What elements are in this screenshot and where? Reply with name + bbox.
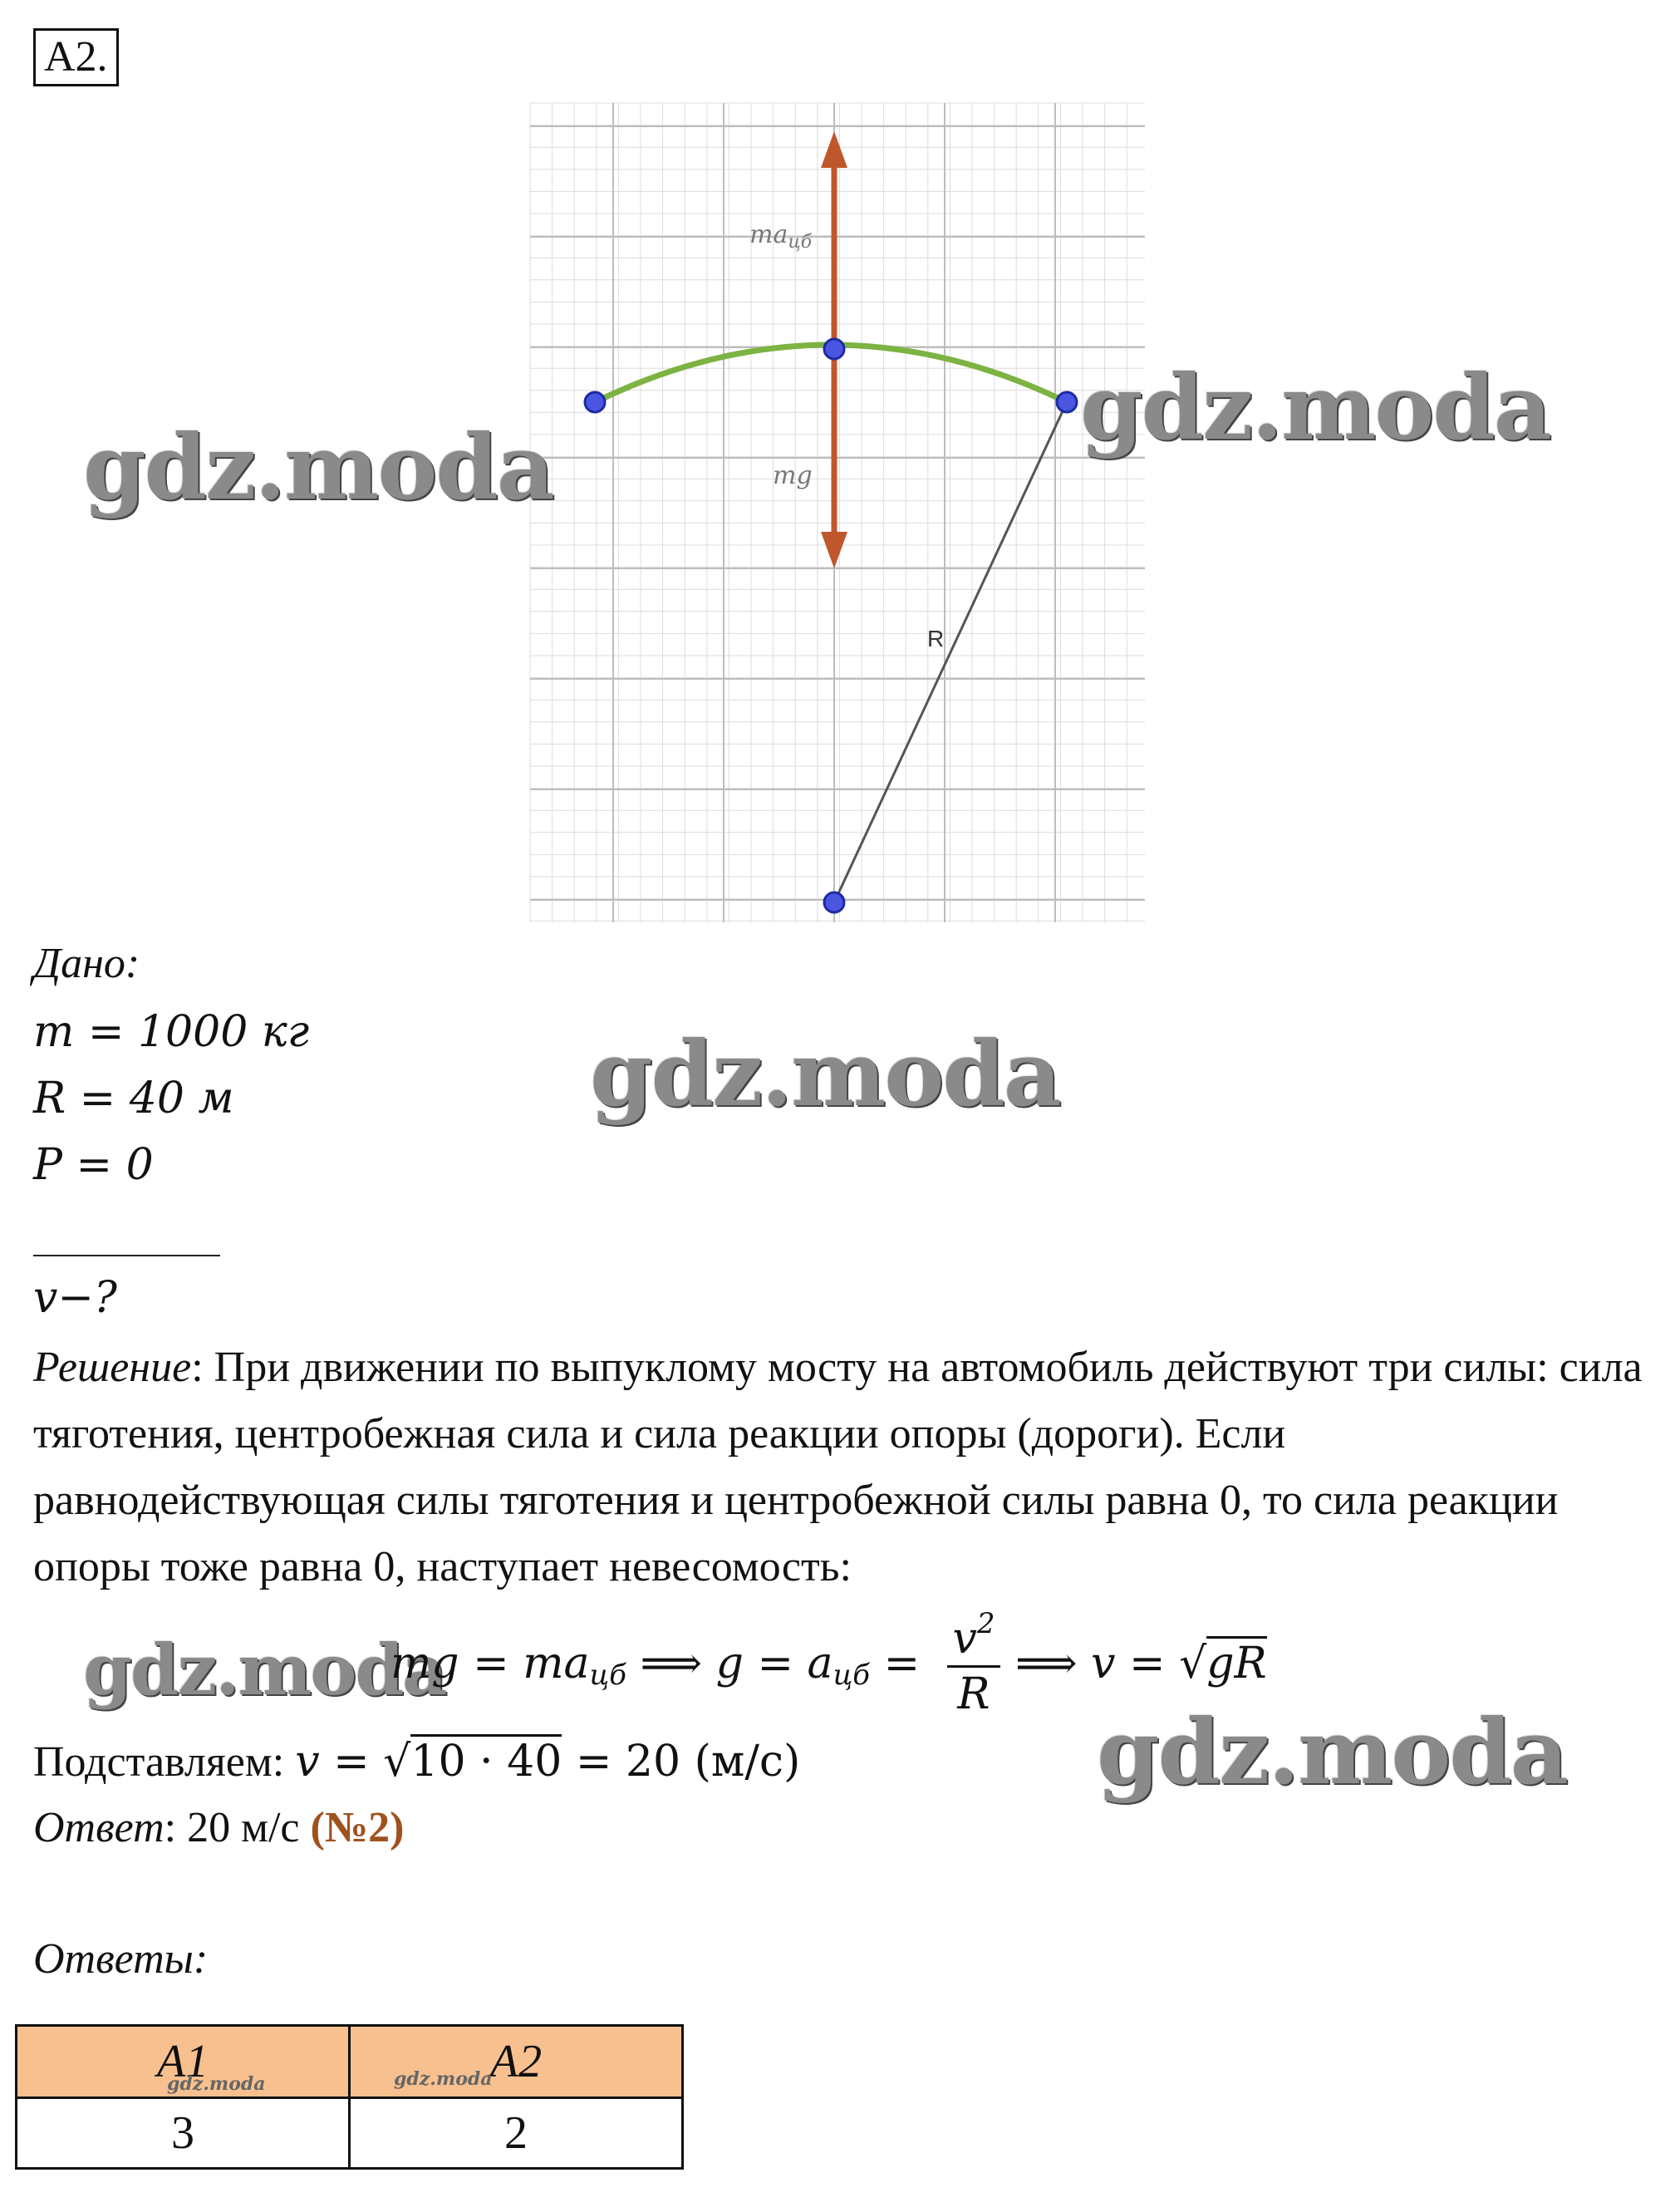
- answer-line: Ответ: 20 м/с (№2): [33, 1804, 405, 1851]
- formula-right: ⟹ v = √gR: [1015, 1639, 1267, 1688]
- bridge-diagram: [523, 100, 1147, 931]
- answer-ref: (№2): [310, 1804, 405, 1851]
- arc-right-point: [1057, 392, 1077, 412]
- given-radius: R = 40 м: [33, 1074, 234, 1123]
- watermark-5: gdz.moda: [83, 1629, 446, 1711]
- mini-watermark-1: gdz.moda: [167, 2073, 266, 2095]
- label-centripetal: $ma_{цб}$: [749, 220, 813, 253]
- centripetal-arrowhead: [821, 131, 847, 168]
- answers-heading: Ответы:: [33, 1935, 209, 1983]
- grid: [530, 103, 1145, 922]
- grid-major: [530, 103, 1145, 922]
- answers-col-a2: А2 gdz.moda: [350, 2026, 683, 2098]
- center-point: [824, 892, 844, 912]
- answers-value-a2: 2: [350, 2098, 683, 2169]
- arc-top-point: [824, 339, 844, 359]
- arc-left-point: [585, 392, 605, 412]
- watermark-1: gdz.moda: [83, 415, 553, 520]
- label-radius: R: [927, 626, 945, 651]
- task-label: А2.: [33, 28, 119, 86]
- given-weight: P = 0: [33, 1140, 154, 1190]
- answers-value-row: [17, 2098, 683, 2169]
- find-value: v−?: [33, 1273, 117, 1323]
- answers-table: [15, 2024, 684, 2170]
- mini-watermark-2: gdz.moda: [394, 2068, 493, 2090]
- given-divider: [33, 1255, 220, 1256]
- answers-header-row: [17, 2026, 683, 2098]
- gravity-arrowhead: [821, 532, 847, 568]
- given-heading: Дано:: [33, 940, 140, 987]
- label-gravity: mg: [773, 461, 813, 490]
- answers-value-a1: 3: [17, 2098, 350, 2169]
- solution-text: : При движении по выпуклому мосту на автомобиль действуют три силы: сила тяготения, центробежная сила и сила реакции опоры (дороги). Если равнодействующая силы тяготения и центробежной силы равна 0, то сила реакции опоры тоже равна 0, наступает невесомость:: [33, 1344, 1643, 1590]
- watermark-2: gdz.moda: [1080, 356, 1550, 460]
- radius-line: [834, 402, 1067, 902]
- solution-label: Решение: [33, 1344, 192, 1391]
- formula: mg = $ma_{цб}$ ⟹ $g = a_{цб}$ =: [390, 1639, 921, 1692]
- given-mass: m = 1000 кг: [33, 1007, 310, 1057]
- watermark-4: gdz.moda: [1097, 1700, 1567, 1805]
- solution-paragraph: [33, 1335, 1645, 1600]
- watermark-3: gdz.moda: [590, 1022, 1060, 1127]
- answers-col-a1: А1 gdz.moda: [17, 2026, 350, 2098]
- substitution: Подставляем: v = √10 · 40 = 20 (м/с): [33, 1737, 800, 1787]
- formula-fraction: $v^2$ R: [947, 1599, 1000, 1721]
